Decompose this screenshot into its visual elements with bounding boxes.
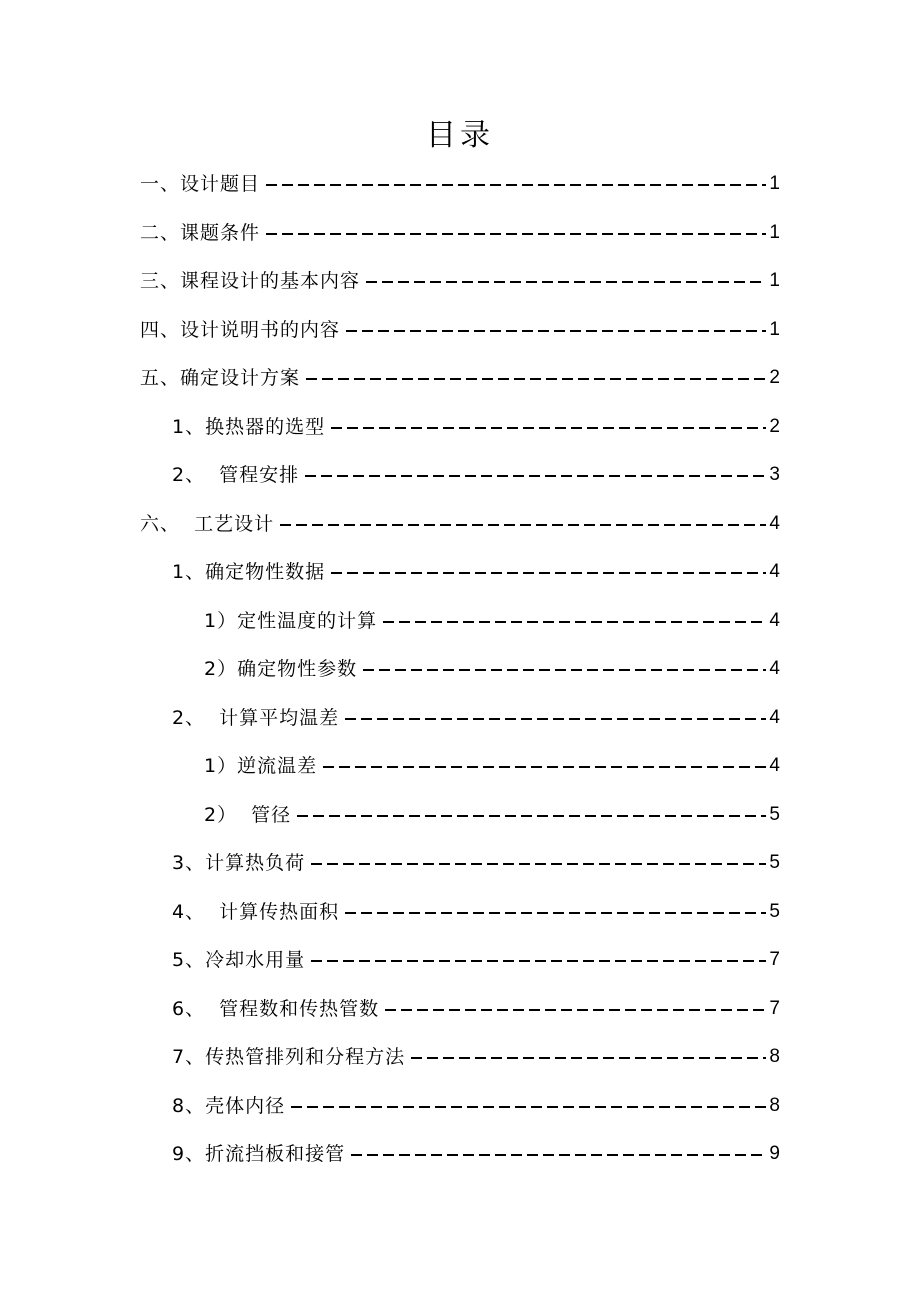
toc-entry[interactable] (172, 694, 780, 742)
toc-dash-leader (366, 281, 766, 283)
toc-entry[interactable] (204, 742, 780, 790)
toc-entry-page-number: 8 (769, 1046, 780, 1067)
toc-entry-label: 1）逆流温差 (204, 755, 318, 777)
toc-entry-label: 6、 管程数和传热管数 (172, 997, 380, 1020)
toc-entry[interactable] (140, 500, 780, 548)
toc-entry-page-number: 2 (769, 415, 780, 437)
toc-dash-leader (383, 621, 766, 623)
toc-dash-leader (323, 766, 766, 768)
toc-entry-page-number: 4 (769, 609, 780, 631)
toc-entry-label: 三、课程设计的基本内容 (140, 270, 361, 292)
toc-entry-label: 7、传热管排列和分程方法 (172, 1046, 406, 1068)
toc-entry-page-number: 5 (769, 900, 780, 922)
toc-entry-page-number: 1 (769, 173, 780, 194)
toc-entry[interactable] (172, 451, 780, 499)
toc-entry[interactable] (172, 1130, 780, 1178)
toc-entry[interactable] (172, 985, 780, 1033)
toc-dash-leader (305, 475, 766, 477)
toc-entry-page-number: 4 (769, 755, 780, 776)
toc-entry-page-number: 4 (769, 658, 780, 679)
toc-dash-leader (346, 330, 766, 332)
toc-dash-leader (363, 669, 766, 671)
toc-entry[interactable] (172, 839, 780, 887)
toc-dash-leader (345, 912, 766, 914)
toc-dash-leader (297, 815, 766, 817)
toc-entry-page-number: 9 (769, 1143, 780, 1164)
toc-entry[interactable] (172, 1082, 780, 1130)
toc-entry-label: 9、折流挡板和接管 (172, 1143, 346, 1165)
toc-dash-leader (351, 1154, 766, 1156)
toc-dash-leader (306, 378, 766, 380)
toc-entry[interactable] (140, 160, 780, 208)
toc-entry-page-number: 4 (769, 706, 780, 728)
toc-entry-label: 2、 管程安排 (172, 464, 300, 486)
toc-entry-page-number: 8 (769, 1094, 780, 1116)
toc-entry[interactable] (172, 888, 780, 936)
toc-dash-leader (311, 960, 766, 962)
toc-entry-label: 2、 计算平均温差 (172, 706, 340, 729)
toc-entry-page-number: 4 (769, 512, 780, 534)
toc-entry-page-number: 1 (769, 318, 780, 340)
toc-entry-page-number: 4 (769, 561, 780, 582)
toc-entry-page-number: 7 (769, 997, 780, 1019)
toc-entry-label: 5、冷却水用量 (172, 949, 306, 971)
toc-entry-page-number: 3 (769, 464, 780, 485)
toc-entry-label: 1、换热器的选型 (172, 415, 326, 438)
toc-entry-label: 2）确定物性参数 (204, 658, 358, 680)
toc-entry-label: 4、 计算传热面积 (172, 900, 340, 923)
toc-entry[interactable] (172, 1033, 780, 1081)
toc-dash-leader (385, 1009, 766, 1011)
toc-entry-label: 六、 工艺设计 (140, 512, 275, 535)
toc-dash-leader (266, 233, 766, 235)
toc-entry[interactable] (204, 597, 780, 645)
toc-entry-label: 3、计算热负荷 (172, 852, 306, 874)
toc-dash-leader (411, 1057, 766, 1059)
toc-entry-page-number: 2 (769, 367, 780, 388)
toc-entry-page-number: 5 (769, 852, 780, 873)
toc-entry[interactable] (172, 403, 780, 451)
toc-entry-page-number: 1 (769, 270, 780, 291)
toc-title: 目录 (426, 118, 494, 153)
toc-entry[interactable] (140, 257, 780, 305)
toc-entry-label: 一、设计题目 (140, 173, 261, 195)
toc-entry-label: 1）定性温度的计算 (204, 609, 378, 632)
toc-dash-leader (331, 427, 766, 429)
toc-entry-label: 二、课题条件 (140, 221, 261, 244)
toc-entry[interactable] (204, 645, 780, 693)
toc-entry-page-number: 5 (769, 803, 780, 825)
toc-dash-leader (331, 572, 766, 574)
toc-entry[interactable] (140, 209, 780, 257)
toc-dash-leader (345, 718, 766, 720)
toc-entry-page-number: 7 (769, 949, 780, 970)
toc-entry-label: 1、确定物性数据 (172, 561, 326, 583)
toc-entry[interactable] (172, 548, 780, 596)
toc-entry[interactable] (140, 306, 780, 354)
toc-entry-label: 2） 管径 (204, 803, 292, 826)
toc-entry[interactable] (204, 791, 780, 839)
toc-dash-leader (266, 184, 766, 186)
toc-entry[interactable] (172, 936, 780, 984)
toc-entry-label: 五、确定设计方案 (140, 367, 301, 389)
toc-entry-page-number: 1 (769, 221, 780, 243)
toc-dash-leader (311, 863, 766, 865)
toc-entry[interactable] (140, 354, 780, 402)
toc-dash-leader (291, 1106, 766, 1108)
toc-dash-leader (280, 524, 766, 526)
toc-entry-label: 8、壳体内径 (172, 1094, 286, 1117)
toc-entry-label: 四、设计说明书的内容 (140, 318, 341, 341)
